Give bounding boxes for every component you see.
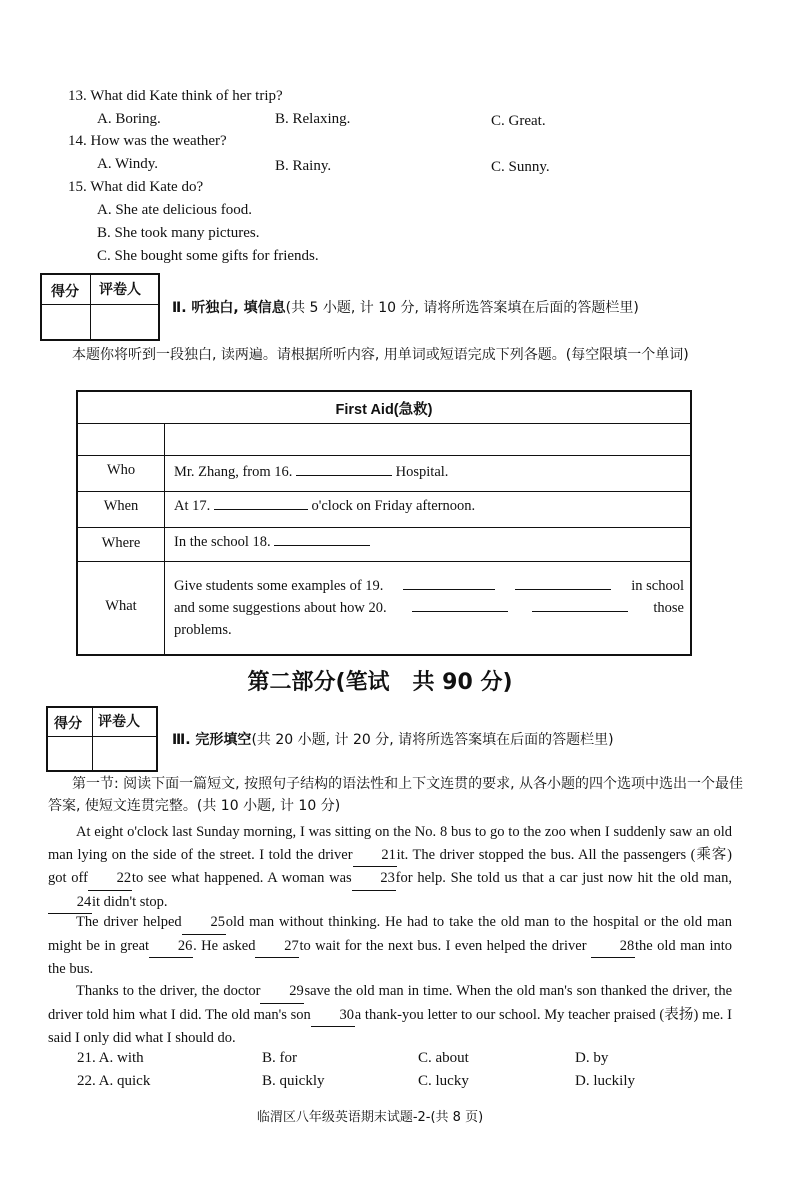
option-14b: B. Rainy.: [275, 158, 332, 174]
blank-25[interactable]: 25: [182, 911, 226, 935]
row-label-what: What: [105, 598, 137, 614]
option-13c: C. Great.: [491, 113, 546, 129]
score-label: 得分: [51, 284, 79, 300]
section-3-heading: [172, 729, 614, 749]
blank-19b[interactable]: [515, 588, 611, 590]
blank-29[interactable]: 29: [260, 980, 304, 1004]
blank-17[interactable]: [214, 508, 308, 510]
option-22d[interactable]: D. luckily: [575, 1073, 635, 1089]
question-14: 14. How was the weather?: [68, 133, 227, 149]
question-15: 15. What did Kate do?: [68, 179, 204, 195]
option-15b: B. She took many pictures.: [97, 225, 260, 241]
section-3-title: Ⅲ. 完形填空: [172, 732, 252, 748]
question-13: 13. What did Kate think of her trip?: [68, 88, 283, 104]
table-title: First Aid(急救): [335, 402, 433, 418]
page-footer: 临渭区八年级英语期末试题-2-(共 8 页): [256, 1110, 484, 1125]
blank-28[interactable]: 28: [591, 935, 635, 959]
row-label-when: When: [103, 498, 139, 514]
blank-19a[interactable]: [403, 588, 495, 590]
passage-paragraph-2: The driver helped 25old man without thinking. He had to take the old man to the hospital or the old man might be in great 26. He asked 27to wait for the next bus. I even helped the driver 28the old man into the bus.: [48, 911, 732, 981]
blank-18[interactable]: [274, 544, 370, 546]
row-content-where: In the school 18.: [174, 534, 370, 551]
part-1-instruction: 第一节: 阅读下面一篇短文, 按照句子结构的语法性和上下文连贯的要求, 从各小题的四个选项中选出一个最佳答案, 使短文连贯完整。(共 10 小题, 计 10 分): [48, 776, 743, 814]
blank-30[interactable]: 30: [311, 1004, 355, 1028]
row-label-where: Where: [101, 535, 141, 551]
blank-16[interactable]: [296, 474, 392, 476]
row-content-who: Mr. Zhang, from 16. Hospital.: [174, 464, 449, 480]
section-2-note: (共 5 小题, 计 10 分, 请将所选答案填在后面的答题栏里): [285, 300, 639, 316]
section-2-instruction: 本题你将听到一段独白, 读两遍。请根据所听内容, 用单词或短语完成下列各题。(每空限填一个单词): [72, 347, 689, 363]
option-15a: A. She ate delicious food.: [97, 202, 252, 218]
part-2-title: 第二部分(笔试 共 90 分): [247, 670, 513, 695]
row-content-when: At 17. o'clock on Friday afternoon.: [174, 498, 476, 514]
score-label-2: 得分: [54, 716, 82, 732]
blank-23[interactable]: 23: [352, 867, 396, 891]
reviewer-label: 评卷人: [99, 282, 141, 298]
section-3-note: (共 20 小题, 计 20 分, 请将所选答案填在后面的答题栏里): [251, 732, 614, 748]
blank-26[interactable]: 26: [149, 935, 193, 959]
option-22c[interactable]: C. lucky: [418, 1073, 469, 1089]
option-14a: A. Windy.: [97, 156, 159, 172]
blank-22[interactable]: 22: [88, 867, 132, 891]
option-13b: B. Relaxing.: [275, 111, 351, 127]
option-21d[interactable]: D. by: [575, 1050, 609, 1066]
option-22a[interactable]: 22. A. quick: [77, 1073, 151, 1089]
blank-20b[interactable]: [532, 610, 628, 612]
option-21c[interactable]: C. about: [418, 1050, 469, 1066]
passage-paragraph-3: Thanks to the driver, the doctor 29save the old man in time. When the old man's son thanked the driver, the driver told him what I did. The old man's son 30a thank-you letter to our school. My teacher praised (表扬) me. I said I only did what I should do.: [48, 980, 732, 1050]
blank-24[interactable]: 24: [48, 891, 92, 915]
score-box-1: [40, 273, 160, 341]
section-2-heading: [172, 297, 639, 317]
section-2-title: Ⅱ. 听独白, 填信息: [172, 300, 286, 316]
option-14c: C. Sunny.: [491, 159, 550, 175]
row-label-who: Who: [106, 462, 136, 478]
option-22b[interactable]: B. quickly: [262, 1073, 325, 1089]
option-13a: A. Boring.: [97, 111, 161, 127]
blank-27[interactable]: 27: [255, 935, 299, 959]
reviewer-label-2: 评卷人: [98, 714, 140, 730]
first-aid-table: [76, 390, 692, 656]
option-21b[interactable]: B. for: [262, 1050, 297, 1066]
row-content-what: Give students some examples of 19. in school and some suggestions about how 20. those problems.: [174, 578, 684, 638]
option-21a[interactable]: 21. A. with: [77, 1050, 144, 1066]
option-15c: C. She bought some gifts for friends.: [97, 248, 319, 264]
passage-paragraph-1: At eight o'clock last Sunday morning, I was sitting on the No. 8 bus to go to the zoo when I suddenly saw an old man lying on the side of the street. I told the driver 21it. The driver stopped the bus. All the passengers (乘客) got off 22to see what happened. A woman was 23for help. She told us that a car just now hit the old man,24it didn't stop.: [48, 821, 732, 914]
blank-21[interactable]: 21: [353, 844, 397, 868]
score-box-2: [46, 706, 158, 772]
blank-20a[interactable]: [412, 610, 508, 612]
